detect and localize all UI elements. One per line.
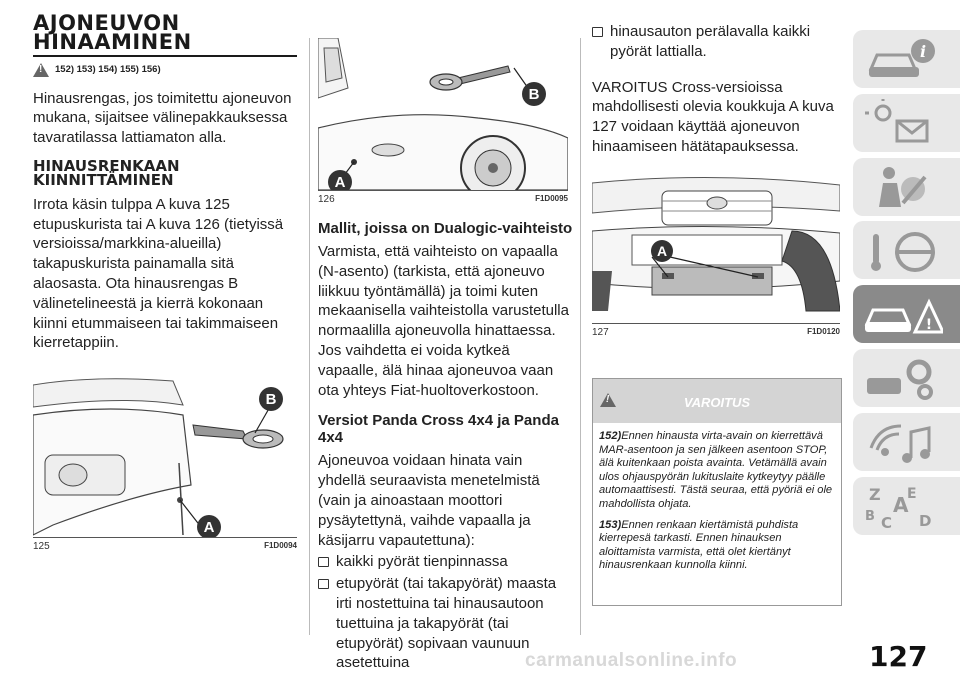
tab-warning-lights[interactable] [853,94,960,152]
page-title [33,11,297,54]
svg-text:C: C [881,513,893,530]
warning-refs [33,63,297,77]
column-1 [33,11,297,553]
svg-text:B: B [865,508,875,524]
svg-text:!: ! [925,317,933,334]
title-line-2: HINAAMINEN [33,30,192,54]
figure-126-label-b: B [528,86,540,103]
list-item: kaikki pyörät tienpinnassa [318,552,573,572]
varoitus-paragraph: VAROITUS Cross-versioissa mahdollisesti olevia koukkuja A kuva 127 voidaan käyttää ajoneuvon hinaamiseen hätätapauksessa. [592,78,834,155]
tab-index[interactable] [853,477,960,535]
figure-125-caption [33,541,297,552]
figure-126-code: F1D0095 [535,194,568,203]
column-3 [592,22,840,338]
dualogic-heading: Mallit, joissa on Dualogic-vaihteisto [318,220,573,237]
svg-text:Z: Z [869,484,881,504]
index-icon [863,482,943,530]
warning-lights-icon [863,99,943,147]
figure-125-number: 125 [33,541,50,553]
title-rule [33,55,297,57]
figure-127-number: 127 [592,326,609,338]
figure-126-label-a: A [334,174,346,190]
figure-127-code: F1D0120 [807,326,840,336]
checkbox-bullet-icon [318,579,329,589]
warning-title: VAROITUS [683,395,751,410]
warning-triangle-icon [33,63,49,77]
figure-126-caption [318,194,568,205]
figure-125-illustration [33,375,297,537]
figure-126 [318,38,568,191]
starting-driving-icon [863,226,943,274]
car-info-icon [863,35,943,83]
warning-item-153: 153)Ennen renkaan kiertämistä puhdista kierrepesä tarkasti. Ennen hinauksen aloittamista varmista, että olet kiertänyt hinausrenkaan kunnolla kiinni. [599,518,799,572]
warning-item-152: 152)Ennen hinausta virta-avain on kierrettävä MAR-asentoon ja sen jälkeen asentoon STOP, älä kuitenkaan poista avainta. Vetämällä avain ulos ohjauspyörän lukituslaite kytkeytyy päälle automaattisesti. Tästä seuraa, että pyöriä ei ole mahdollista ohjata. [599,430,833,510]
figure-126-number: 126 [318,194,335,205]
tab-starting-driving[interactable] [853,221,960,279]
warning-header [593,379,841,423]
tab-emergency[interactable] [853,285,960,343]
svg-text:A: A [893,492,909,517]
figure-127-illustration [592,171,840,323]
warning-box [592,378,842,606]
list-item: hinausauton perälavalla kaikki pyörät lattialla. [592,22,840,62]
figure-127 [592,171,840,324]
tab-maintenance[interactable] [853,349,960,407]
tab-car-info[interactable] [853,30,960,88]
figure-127-label-a: A [656,242,668,259]
column-divider-2 [580,38,581,635]
intro-paragraph: Hinausrengas, jos toimitettu ajoneuvon mukana, sijaitsee välinepakkauksessa tavaratilassa lattiamaton alla. [33,89,292,147]
checkbox-bullet-icon [592,27,603,37]
warning-body [593,423,841,573]
svg-text:D: D [919,511,932,530]
checkbox-bullet-icon [318,557,329,567]
column-2 [318,38,573,673]
section-heading: HINAUSRENKAAN KIINNITTÄMINEN [33,156,180,189]
svg-text:i: i [919,42,927,61]
dualogic-paragraph: Varmista, että vaihteisto on vapaalla (N-asento) (tarkista, että ajoneuvo liikkuu työntämällä) ja toimi kuten mekaanisella vaihteistolla varustetulla normaalilla ajoneuvolla hinattaessa. Jos vaihdetta ei voida kytkeä vapaalle, älä hinaa ajoneuvoa vaan ota yhteys Fiat-huoltoverkostoon. [318,243,569,399]
maintenance-icon [863,354,943,402]
tab-airbag-safety[interactable] [853,158,960,216]
section-paragraph: Irrota käsin tulppa A kuva 125 etupuskurista tai A kuva 126 (tietyissä versioissa/markkina-alueilla) takapuskurista painamalla sitä alaosasta. Ota hinausrengas B välinetelineestä ja kierrä kokonaan kiinni etummaiseen tai takimmaiseen kierretappiin. [33,195,284,352]
figure-125-label-b: B [265,391,277,409]
figure-125-label-a: A [203,519,215,537]
cross-paragraph: Ajoneuvoa voidaan hinata vain yhdellä seuraavista menetelmistä (vain ja ainoastaan moottori pysäytettynä, vaihde vapaalla ja käsijarru vapautettuna): [318,452,540,549]
cross-heading: Versiot Panda Cross 4x4 ja Panda 4x4 [318,412,559,447]
emergency-icon [863,290,943,338]
title-line-1: AJONEUVON [33,11,180,35]
airbag-safety-icon [863,163,943,211]
chapter-tabs [853,30,960,540]
svg-text:E: E [907,485,917,502]
page-number: 127 [869,640,928,673]
refs-text: 152) 153) 154) 155) 156) [55,64,161,75]
figure-127-caption [592,327,840,338]
multimedia-icon [863,418,943,466]
tab-multimedia[interactable] [853,413,960,471]
column-divider-1 [309,38,310,635]
figure-125 [33,375,297,538]
figure-126-illustration [318,38,568,190]
watermark: carmanualsonline.info [525,650,738,671]
list-item: etupyörät (tai takapyörät) maasta irti nostettuina tai hinausautoon tuettuina ja takapyörät (tai etupyörät) sopivaan vaunuun asetettuina [318,574,573,673]
figure-125-code: F1D0094 [264,541,297,551]
